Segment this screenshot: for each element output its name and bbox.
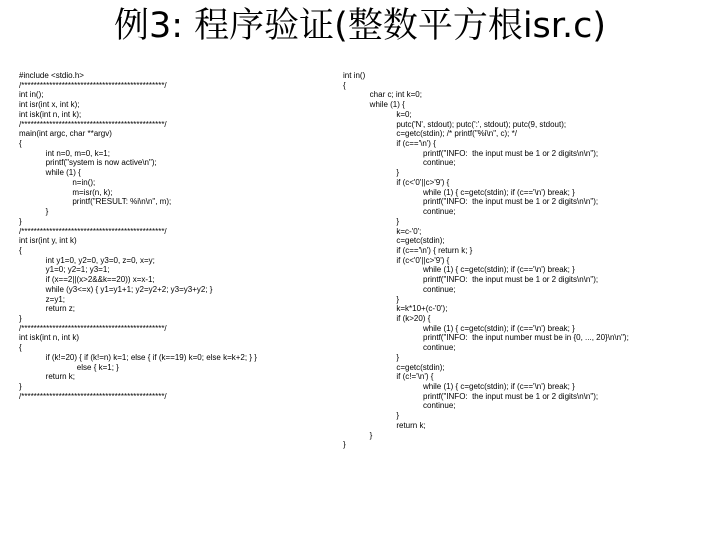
left-code-line: return k; xyxy=(19,372,76,382)
right-code-line: while (1) { xyxy=(343,100,405,110)
right-code-line: printf("INFO: the input number must be in {0, ..., 20}\n\n"); xyxy=(343,333,629,343)
right-code-line: while (1) { c=getc(stdin); if (c=='\n') break; } xyxy=(343,265,575,275)
left-code-line: int isr(int y, int k) xyxy=(19,236,77,246)
left-code-line: while (1) { xyxy=(19,168,81,178)
left-code-line: main(int argc, char **argv) xyxy=(19,129,112,139)
left-code-listing xyxy=(19,71,319,401)
right-code-line: char c; int k=0; xyxy=(343,90,422,100)
right-code-line: if (c=='\n') { return k; } xyxy=(343,245,473,255)
right-code-line: k=c-'0'; xyxy=(343,226,422,236)
left-code-line: #include <stdio.h> xyxy=(19,71,84,80)
left-code-line: if (x==2||(x>2&&k==20)) x=x-1; xyxy=(19,275,155,285)
slide-title: 例3: 程序验证(整数平方根isr.c) xyxy=(113,6,606,46)
left-code-line: /**********************************************/ xyxy=(19,226,167,236)
right-code-line: continue; xyxy=(343,401,456,411)
left-code-line: z=y1; xyxy=(19,294,66,304)
right-code-line: while (1) { c=getc(stdin); if (c=='\n') break; } xyxy=(343,382,575,391)
left-code-line: } xyxy=(19,207,49,217)
left-code-line: printf("RESULT: %i\n\n", m); xyxy=(19,197,172,207)
left-code-line: int n=0, m=0, k=1; xyxy=(19,148,110,158)
left-code-line: int y1=0, y2=0, y3=0, z=0, x=y; xyxy=(19,255,155,265)
right-code-line: while (1) { c=getc(stdin); if (c=='\n') break; } xyxy=(343,187,575,197)
right-code-line: return k; xyxy=(343,420,426,430)
right-code-line: } xyxy=(343,168,400,178)
right-code-line: continue; xyxy=(343,207,456,217)
right-code-line: } xyxy=(343,294,400,304)
right-code-line: continue; xyxy=(343,343,456,353)
left-code-line: printf("system is now active\n"); xyxy=(19,158,157,168)
left-code-line: /**********************************************/ xyxy=(19,391,167,401)
left-code-line: } xyxy=(19,382,22,391)
right-code-line: printf("INFO: the input must be 1 or 2 digits\n\n"); xyxy=(343,148,599,158)
left-code-line: if (k!=20) { if (k!=n) k=1; else { if (k==19) k=0; else k=k+2; } } xyxy=(19,352,257,362)
right-code-line: putc('N', stdout); putc(':', stdout); putc(9, stdout); xyxy=(343,119,567,129)
right-code-line: { xyxy=(343,80,346,90)
right-code-line: while (1) { c=getc(stdin); if (c=='\n') break; } xyxy=(343,323,575,333)
right-code-listing xyxy=(343,71,713,450)
left-code-line: } xyxy=(19,216,22,226)
right-code-line: } xyxy=(343,430,373,440)
left-code-line: while (y3<=x) { y1=y1+1; y2=y2+2; y3=y3+y2; } xyxy=(19,284,213,294)
right-code-line: } xyxy=(343,216,400,226)
right-code-line: printf("INFO: the input must be 1 or 2 digits\n\n"); xyxy=(343,391,599,401)
right-code-line: if (c!='\n') { xyxy=(343,372,434,382)
left-code-line: /**********************************************/ xyxy=(19,323,167,333)
right-code-line: if (c=='\n') { xyxy=(343,139,436,149)
left-code-line: int isk(int n, int k) xyxy=(19,333,80,343)
right-code-line: continue; xyxy=(343,158,456,168)
left-code-line: int isk(int n, int k); xyxy=(19,109,82,119)
right-code-line: k=k*10+(c-'0'); xyxy=(343,304,448,314)
left-code-line: int in(); xyxy=(19,90,44,100)
right-code-line: if (k>20) { xyxy=(343,313,431,323)
left-code-line: { xyxy=(19,245,22,255)
left-code-line: /**********************************************/ xyxy=(19,119,167,129)
left-code-line: } xyxy=(19,313,22,323)
right-code-line: c=getc(stdin); xyxy=(343,362,445,372)
right-code-line: } xyxy=(343,411,400,421)
right-code-line: printf("INFO: the input must be 1 or 2 digits\n\n"); xyxy=(343,275,599,285)
left-code-line: y1=0; y2=1; y3=1; xyxy=(19,265,110,275)
right-code-line: continue; xyxy=(343,284,456,294)
right-code-line: c=getc(stdin); /* printf("%i\n", c); */ xyxy=(343,129,517,139)
right-code-line: k=0; xyxy=(343,109,412,119)
left-code-line: return z; xyxy=(19,304,76,314)
left-code-line: int isr(int x, int k); xyxy=(19,100,80,110)
right-code-line: if (c<'0'||c>'9') { xyxy=(343,255,450,265)
right-code-line: printf("INFO: the input must be 1 or 2 digits\n\n"); xyxy=(343,197,599,207)
right-code-line: } xyxy=(343,440,346,450)
left-code-line: else { k=1; } xyxy=(19,362,119,372)
right-code-line: if (c<'0'||c>'9') { xyxy=(343,177,450,187)
right-code-line: int in() xyxy=(343,71,366,80)
right-code-line: } xyxy=(343,352,400,362)
left-code-line: { xyxy=(19,343,22,353)
left-code-line: n=in(); xyxy=(19,177,96,187)
left-code-line: { xyxy=(19,139,22,149)
right-code-line: c=getc(stdin); xyxy=(343,236,445,246)
left-code-line: /**********************************************/ xyxy=(19,80,167,90)
left-code-line: m=isr(n, k); xyxy=(19,187,113,197)
